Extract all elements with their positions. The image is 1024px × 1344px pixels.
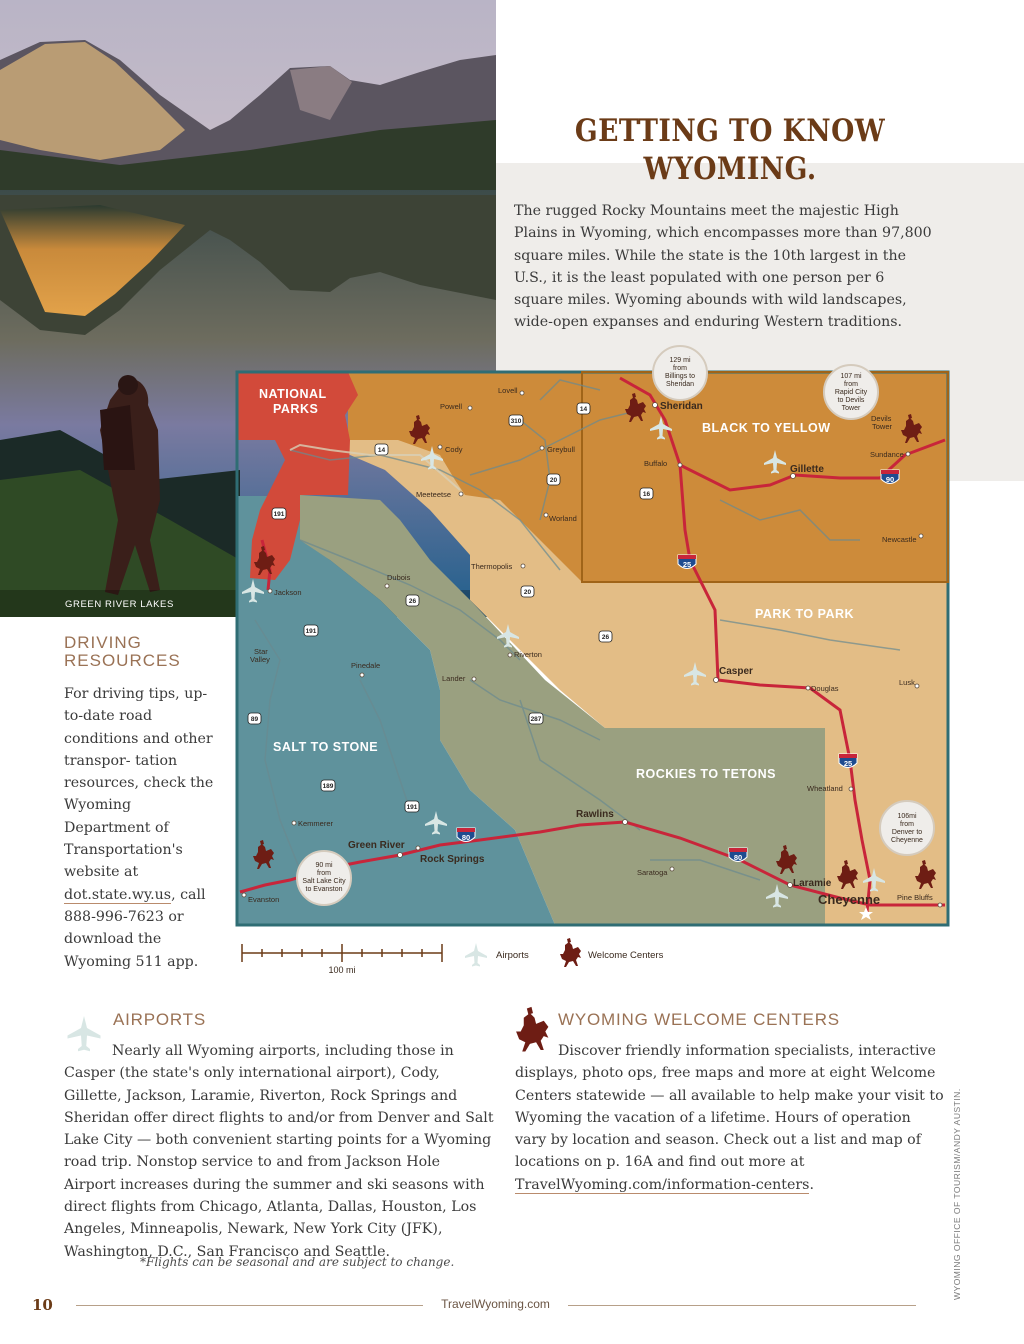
city-powell: Powell: [440, 402, 463, 411]
wydot-link[interactable]: dot.state.wy.us: [64, 886, 172, 903]
svg-text:Denver to: Denver to: [891, 829, 923, 836]
legend-welcome-centers-label: Welcome Centers: [588, 950, 664, 961]
city-pine-bluffs: Pine Bluffs: [897, 893, 933, 902]
svg-text:189: 189: [322, 783, 334, 790]
footer-url[interactable]: TravelWyoming.com: [441, 1297, 550, 1311]
map-scale-bar: [242, 944, 442, 962]
city-wheatland: Wheatland: [807, 784, 843, 793]
svg-text:25: 25: [843, 759, 853, 768]
highway-shield-191a: [272, 508, 286, 519]
highway-shield-191b: [304, 625, 318, 636]
label-park-to-park: PARK TO PARK: [755, 607, 855, 621]
svg-text:to Devils: to Devils: [837, 397, 865, 404]
svg-text:Cheyenne: Cheyenne: [891, 837, 923, 844]
highway-shield-189: [321, 780, 335, 791]
svg-text:90: 90: [885, 475, 895, 484]
city-gillette: Gillette: [790, 464, 824, 475]
highway-shield-191c: [405, 801, 419, 812]
city-devils-tower-1: Devils: [871, 414, 892, 423]
airports-body: Nearly all Wyoming airports, including those in Casper (the state's only international airport), Cody, Gillette, Jackson, Laramie, Riverton, Rock Springs and Sheridan offer direct flights to and/or from Denver and Salt Lake City — both convenient starting points for a Wyoming road trip. Nonstop service to and from Jackson Hole Airport increases during the summer and ski seasons with direct flights from Chicago, Atlanta, Dallas, Houston, Los Angeles, Minneapolis, Newark, New York City (JFK), Washington, D.C., San Francisco and Seattle.: [64, 1043, 494, 1260]
city-worland: Worland: [549, 514, 577, 523]
svg-text:90 mi: 90 mi: [315, 862, 333, 869]
distance-billings-badge: [653, 346, 707, 400]
distance-denver-badge: [880, 801, 934, 855]
distance-rapid-city-badge: [824, 365, 878, 419]
welcome-centers-title: WYOMING WELCOME CENTERS: [558, 1010, 840, 1029]
page-headline: GETTING TO KNOW WYOMING.: [574, 113, 886, 187]
label-rockies-to-tetons: ROCKIES TO TETONS: [636, 767, 777, 781]
svg-text:from: from: [900, 821, 914, 828]
city-sundance: Sundance: [870, 450, 904, 459]
highway-shield-287: [529, 713, 543, 724]
svg-text:80: 80: [733, 853, 743, 862]
city-thermopolis: Thermopolis: [471, 562, 513, 571]
city-jackson: Jackson: [274, 588, 302, 597]
svg-text:25: 25: [682, 560, 692, 569]
city-star-valley-2: Valley: [250, 655, 270, 664]
footer-divider-right: [568, 1305, 916, 1306]
interstate-shield-90: [881, 470, 899, 484]
city-casper: Casper: [719, 666, 753, 677]
label-black-to-yellow: BLACK TO YELLOW: [702, 421, 831, 435]
city-kemmerer: Kemmerer: [298, 819, 334, 828]
highway-shield-20b: [521, 586, 534, 597]
information-centers-link[interactable]: TravelWyoming.com/information-centers: [515, 1176, 810, 1193]
svg-text:26: 26: [601, 634, 610, 641]
svg-text:20: 20: [549, 477, 558, 484]
flights-footnote: *Flights can be seasonal and are subject to change.: [140, 1255, 455, 1269]
svg-text:Salt Lake City: Salt Lake City: [302, 878, 346, 885]
svg-text:191: 191: [406, 804, 418, 811]
photo-caption: GREEN RIVER LAKES: [65, 599, 174, 610]
city-douglas: Douglas: [811, 684, 839, 693]
svg-text:129 mi: 129 mi: [669, 357, 691, 364]
welcome-centers-body: Discover friendly information specialists, interactive displays, photo ops, free maps and more at eight Welcome Centers statewide — all available to help make your visit to Wyoming the vacation of a lifetime. Hours of operation vary by location and season. Check out a list and map of locations on p. 16A and find out more at TravelWyoming.com/information-centers.: [515, 1043, 944, 1193]
highway-shield-14b: [577, 403, 590, 414]
svg-text:Billings to: Billings to: [665, 373, 695, 380]
driving-resources-body: For driving tips, up-to-date road conditions and other transpor- tation resources, check the Wyoming Department of Transportation's website at dot.state.wy.us, call 888-996-7623 or download the Wyoming 511 app.: [64, 686, 214, 970]
label-national-parks-1: NATIONAL: [259, 387, 327, 401]
svg-text:Tower: Tower: [841, 405, 861, 412]
interstate-shield-80b: [729, 848, 747, 862]
svg-text:20: 20: [523, 589, 532, 596]
svg-text:from: from: [317, 870, 331, 877]
distance-salt-lake-badge: [297, 851, 351, 905]
driving-resources-title: DRIVING RESOURCES: [64, 633, 181, 670]
svg-text:310: 310: [510, 418, 522, 425]
city-laramie: Laramie: [793, 878, 832, 889]
svg-text:14: 14: [377, 447, 386, 454]
page-number: 10: [32, 1296, 53, 1314]
svg-text:Rapid City: Rapid City: [834, 389, 868, 396]
highway-shield-14: [375, 444, 388, 455]
city-pinedale: Pinedale: [351, 661, 381, 670]
city-greybull: Greybull: [547, 445, 575, 454]
city-green-river: Green River: [348, 840, 405, 851]
highway-shield-26b: [599, 631, 612, 642]
svg-text:16: 16: [642, 491, 651, 498]
city-saratoga: Saratoga: [637, 868, 668, 877]
city-cheyenne: Cheyenne: [818, 892, 881, 907]
svg-text:26: 26: [408, 598, 417, 605]
highway-shield-310: [509, 415, 523, 426]
highway-shield-89: [248, 713, 261, 724]
city-riverton: Riverton: [514, 650, 542, 659]
city-meeteetse: Meeteetse: [416, 490, 452, 499]
highway-shield-26a: [406, 595, 419, 606]
legend-welcome-center-icon: [560, 938, 581, 967]
intro-paragraph: The rugged Rocky Mountains meet the majestic High Plains in Wyoming, which encompasses more than 97,800 square miles. While the state is the 10th largest in the U.S., it is the least populated with one person per 6 square miles. Wyoming abounds with wild landscapes, wide-open expanses and enduring Western traditions.: [514, 203, 932, 331]
svg-text:from: from: [673, 365, 687, 372]
city-rawlins: Rawlins: [576, 809, 614, 820]
city-cody: Cody: [445, 445, 463, 454]
legend-airport-icon: [465, 943, 487, 967]
svg-text:89: 89: [250, 716, 259, 723]
city-lovell: Lovell: [498, 386, 518, 395]
city-lander: Lander: [442, 674, 466, 683]
city-devils-tower-2: Tower: [872, 422, 893, 431]
photo-credit: WYOMING OFFICE OF TOURISM/ANDY AUSTIN.: [952, 1088, 962, 1300]
scale-label: 100 mi: [328, 965, 356, 975]
city-star-valley-1: Star: [254, 647, 268, 656]
city-rock-springs: Rock Springs: [420, 854, 485, 865]
footer-divider-left: [76, 1305, 423, 1306]
svg-text:191: 191: [273, 511, 285, 518]
label-salt-to-stone: SALT TO STONE: [273, 740, 379, 754]
airports-title: AIRPORTS: [113, 1010, 206, 1029]
svg-text:Sheridan: Sheridan: [665, 381, 695, 388]
wyoming-region-map: [0, 340, 1024, 980]
interstate-shield-80a: [457, 828, 475, 842]
city-newcastle: Newcastle: [882, 535, 917, 544]
svg-text:80: 80: [461, 833, 471, 842]
highway-shield-16: [640, 488, 653, 499]
city-lusk: Lusk: [899, 678, 915, 687]
interstate-shield-25a: [678, 555, 696, 569]
city-evanston: Evanston: [248, 895, 280, 904]
city-sheridan: Sheridan: [660, 401, 703, 412]
svg-text:287: 287: [530, 716, 542, 723]
highway-shield-20: [547, 474, 560, 485]
svg-text:from: from: [844, 381, 858, 388]
label-national-parks-2: PARKS: [273, 402, 319, 416]
svg-text:to Evanston: to Evanston: [305, 886, 343, 893]
svg-text:14: 14: [579, 406, 588, 413]
svg-text:191: 191: [305, 628, 317, 635]
interstate-shield-25b: [839, 754, 857, 768]
city-buffalo: Buffalo: [644, 459, 668, 468]
svg-text:106mi: 106mi: [897, 813, 917, 820]
legend-airports-label: Airports: [496, 950, 529, 961]
city-dubois: Dubois: [387, 573, 411, 582]
svg-text:107 mi: 107 mi: [840, 373, 862, 380]
